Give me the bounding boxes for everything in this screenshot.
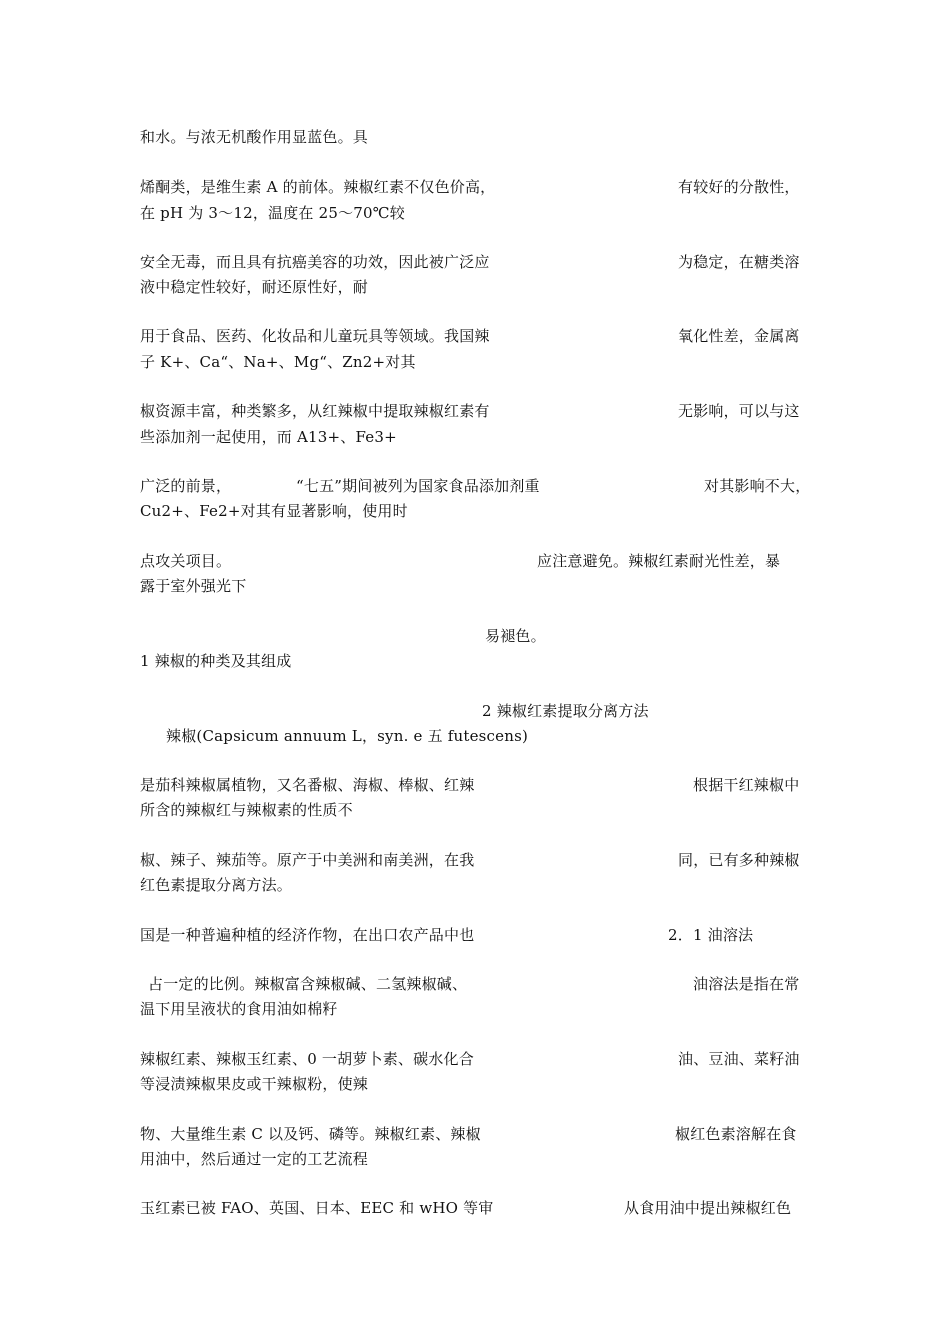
text-line: 对其影响不大，: [704, 477, 811, 495]
section-heading: 2 辣椒红素提取分离方法: [482, 702, 649, 720]
text-line: 液中稳定性较好，耐还原性好，耐: [140, 278, 369, 296]
text-line: 温下用呈液状的食用油如棉籽: [140, 1000, 338, 1018]
text-line: 等浸渍辣椒果皮或干辣椒粉，使辣: [140, 1075, 369, 1093]
text-line: 用于食品、医药、化妆品和儿童玩具等领域。我国辣: [140, 327, 490, 345]
text-line: 点攻关项目。: [140, 552, 232, 570]
text-line: 油、豆油、菜籽油: [678, 1050, 800, 1068]
section-heading: 2．1 油溶法: [668, 926, 754, 944]
text-line: 用油中，然后通过一定的工艺流程: [140, 1150, 369, 1168]
text-line: 为稳定，在糖类溶: [678, 253, 800, 271]
section-heading: 1 辣椒的种类及其组成: [140, 652, 292, 670]
text-line: 从食用油中提出辣椒红色: [624, 1199, 792, 1217]
text-line: 广泛的前景，: [140, 477, 232, 495]
text-line: 子 K+、Ca“、Na+、Mg“、Zn2+对其: [140, 353, 416, 371]
text-line: 椒红色素溶解在食: [675, 1125, 797, 1143]
text-line: 露于室外强光下: [140, 577, 247, 595]
text-line: 在 pH 为 3～12，温度在 25～70℃较: [140, 204, 405, 222]
text-line: 应注意避免。辣椒红素耐光性差，暴: [537, 552, 781, 570]
text-line: 红色素提取分离方法。: [140, 876, 293, 894]
text-line: 物、大量维生素 C 以及钙、磷等。辣椒红素、辣椒: [140, 1125, 481, 1143]
text-line: 根据干红辣椒中: [693, 776, 800, 794]
text-line: 些添加剂一起使用，而 A13+、Fe3+: [140, 428, 397, 446]
text-line: 椒资源丰富，种类繁多，从红辣椒中提取辣椒红素有: [140, 402, 490, 420]
text-line: 椒、辣子、辣茄等。原产于中美洲和南美洲，在我: [140, 851, 475, 869]
text-line: 油溶法是指在常: [693, 975, 800, 993]
text-line: 无影响，可以与这: [678, 402, 800, 420]
text-line: 易褪色。: [485, 627, 546, 645]
text-line: 同，已有多种辣椒: [678, 851, 800, 869]
text-line: 有较好的分散性，: [678, 178, 800, 196]
text-line: “七五”期间被列为国家食品添加剂重: [296, 477, 540, 495]
text-line: 玉红素已被 FAO、英国、日本、EEC 和 wHO 等审: [140, 1199, 494, 1217]
text-line: 占一定的比例。辣椒富含辣椒碱、二氢辣椒碱、: [148, 975, 468, 993]
text-line: 所含的辣椒红与辣椒素的性质不: [140, 801, 353, 819]
text-line: 氧化性差，金属离: [678, 327, 800, 345]
text-line: 辣椒红素、辣椒玉红素、0 一胡萝卜素、碳水化合: [140, 1050, 474, 1068]
text-line: 国是一种普遍种植的经济作物，在出口农产品中也: [140, 926, 475, 944]
text-line: 烯酮类，是维生素 A 的前体。辣椒红素不仅色价高，: [140, 178, 496, 196]
text-line: 安全无毒，而且具有抗癌美容的功效，因此被广泛应: [140, 253, 490, 271]
text-line: 辣椒(Capsicum annuum L，syn. e 五 futescens): [166, 727, 529, 745]
text-line: 是茄科辣椒属植物，又名番椒、海椒、棒椒、红辣: [140, 776, 475, 794]
text-line: 和水。与浓无机酸作用显蓝色。具: [140, 128, 369, 146]
text-line: Cu2+、Fe2+对其有显著影响，使用时: [140, 502, 408, 520]
